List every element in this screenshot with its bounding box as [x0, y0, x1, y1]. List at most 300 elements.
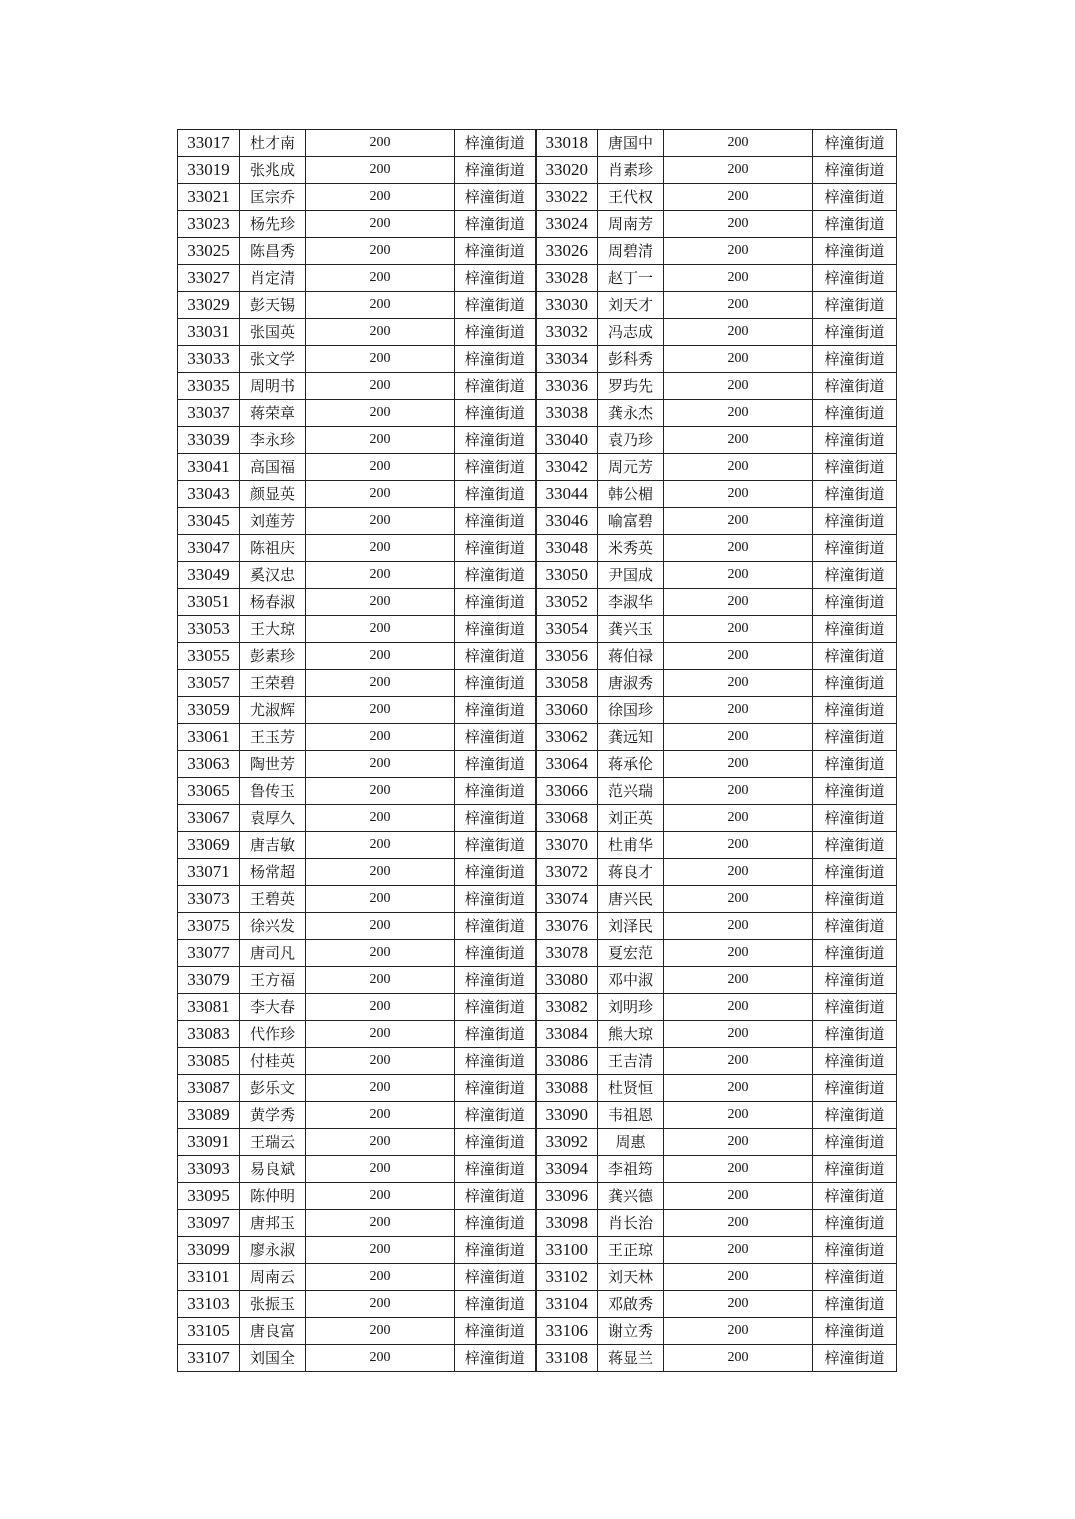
- record-number-cell: 33090: [536, 1102, 598, 1129]
- person-name-cell: 蒋伯禄: [598, 643, 664, 670]
- table-row: [178, 724, 897, 751]
- amount-cell: 200: [306, 589, 455, 616]
- record-number-cell: 33086: [536, 1048, 598, 1075]
- record-number-cell: 33047: [178, 535, 240, 562]
- subdistrict-cell: 梓潼街道: [455, 265, 536, 292]
- table-row: [178, 616, 897, 643]
- amount-cell: 200: [306, 1345, 455, 1372]
- table-row: [178, 373, 897, 400]
- record-number-cell: 33029: [178, 292, 240, 319]
- person-name-cell: 刘明珍: [598, 994, 664, 1021]
- table-row: [178, 859, 897, 886]
- table-row: [178, 130, 897, 157]
- subdistrict-cell: 梓潼街道: [455, 1345, 536, 1372]
- person-name-cell: 王瑞云: [240, 1129, 306, 1156]
- record-number-cell: 33104: [536, 1291, 598, 1318]
- table-row: [178, 238, 897, 265]
- amount-cell: 200: [306, 940, 455, 967]
- person-name-cell: 肖素珍: [598, 157, 664, 184]
- record-number-cell: 33078: [536, 940, 598, 967]
- person-name-cell: 肖定清: [240, 265, 306, 292]
- amount-cell: 200: [664, 1183, 813, 1210]
- subdistrict-cell: 梓潼街道: [813, 184, 897, 211]
- person-name-cell: 周南云: [240, 1264, 306, 1291]
- person-name-cell: 唐邦玉: [240, 1210, 306, 1237]
- subdistrict-cell: 梓潼街道: [455, 1102, 536, 1129]
- subdistrict-cell: 梓潼街道: [455, 1075, 536, 1102]
- table-row: [178, 589, 897, 616]
- record-number-cell: 33058: [536, 670, 598, 697]
- amount-cell: 200: [306, 346, 455, 373]
- record-number-cell: 33097: [178, 1210, 240, 1237]
- amount-cell: 200: [664, 562, 813, 589]
- amount-cell: 200: [664, 697, 813, 724]
- record-number-cell: 33055: [178, 643, 240, 670]
- subdistrict-cell: 梓潼街道: [813, 751, 897, 778]
- record-number-cell: 33071: [178, 859, 240, 886]
- subdistrict-cell: 梓潼街道: [455, 1129, 536, 1156]
- subdistrict-cell: 梓潼街道: [455, 832, 536, 859]
- person-name-cell: 唐国中: [598, 130, 664, 157]
- person-name-cell: 奚汉忠: [240, 562, 306, 589]
- subdistrict-cell: 梓潼街道: [813, 778, 897, 805]
- person-name-cell: 廖永淑: [240, 1237, 306, 1264]
- amount-cell: 200: [664, 481, 813, 508]
- person-name-cell: 张振玉: [240, 1291, 306, 1318]
- amount-cell: 200: [664, 400, 813, 427]
- amount-cell: 200: [306, 1183, 455, 1210]
- record-number-cell: 33084: [536, 1021, 598, 1048]
- amount-cell: 200: [306, 1264, 455, 1291]
- amount-cell: 200: [664, 427, 813, 454]
- record-number-cell: 33041: [178, 454, 240, 481]
- subdistrict-cell: 梓潼街道: [455, 751, 536, 778]
- record-number-cell: 33026: [536, 238, 598, 265]
- amount-cell: 200: [664, 1075, 813, 1102]
- table-row: [178, 454, 897, 481]
- record-number-cell: 33076: [536, 913, 598, 940]
- subdistrict-cell: 梓潼街道: [813, 1156, 897, 1183]
- record-number-cell: 33061: [178, 724, 240, 751]
- subdistrict-cell: 梓潼街道: [813, 1237, 897, 1264]
- record-number-cell: 33018: [536, 130, 598, 157]
- record-number-cell: 33070: [536, 832, 598, 859]
- subdistrict-cell: 梓潼街道: [813, 1129, 897, 1156]
- amount-cell: 200: [664, 1237, 813, 1264]
- record-number-cell: 33017: [178, 130, 240, 157]
- amount-cell: 200: [306, 967, 455, 994]
- record-number-cell: 33048: [536, 535, 598, 562]
- person-name-cell: 周元芳: [598, 454, 664, 481]
- person-name-cell: 蒋荣章: [240, 400, 306, 427]
- person-name-cell: 唐淑秀: [598, 670, 664, 697]
- subdistrict-cell: 梓潼街道: [455, 130, 536, 157]
- person-name-cell: 袁乃珍: [598, 427, 664, 454]
- person-name-cell: 唐吉敏: [240, 832, 306, 859]
- person-name-cell: 王大琼: [240, 616, 306, 643]
- subdistrict-cell: 梓潼街道: [813, 859, 897, 886]
- roster-body: [178, 130, 897, 1372]
- subdistrict-cell: 梓潼街道: [455, 859, 536, 886]
- amount-cell: 200: [664, 1318, 813, 1345]
- subdistrict-cell: 梓潼街道: [455, 1183, 536, 1210]
- person-name-cell: 龚永杰: [598, 400, 664, 427]
- person-name-cell: 徐兴发: [240, 913, 306, 940]
- record-number-cell: 33068: [536, 805, 598, 832]
- record-number-cell: 33033: [178, 346, 240, 373]
- subdistrict-cell: 梓潼街道: [455, 292, 536, 319]
- subdistrict-cell: 梓潼街道: [455, 697, 536, 724]
- amount-cell: 200: [664, 832, 813, 859]
- table-row: [178, 1102, 897, 1129]
- amount-cell: 200: [306, 670, 455, 697]
- table-row: [178, 1264, 897, 1291]
- amount-cell: 200: [664, 373, 813, 400]
- person-name-cell: 尤淑辉: [240, 697, 306, 724]
- person-name-cell: 陈昌秀: [240, 238, 306, 265]
- person-name-cell: 颜显英: [240, 481, 306, 508]
- record-number-cell: 33079: [178, 967, 240, 994]
- table-row: [178, 778, 897, 805]
- table-row: [178, 967, 897, 994]
- amount-cell: 200: [306, 211, 455, 238]
- amount-cell: 200: [306, 1048, 455, 1075]
- table-row: [178, 1129, 897, 1156]
- amount-cell: 200: [306, 778, 455, 805]
- person-name-cell: 鲁传玉: [240, 778, 306, 805]
- subdistrict-cell: 梓潼街道: [813, 292, 897, 319]
- record-number-cell: 33020: [536, 157, 598, 184]
- person-name-cell: 范兴瑞: [598, 778, 664, 805]
- table-row: [178, 1318, 897, 1345]
- person-name-cell: 张文学: [240, 346, 306, 373]
- person-name-cell: 蒋良才: [598, 859, 664, 886]
- person-name-cell: 谢立秀: [598, 1318, 664, 1345]
- record-number-cell: 33046: [536, 508, 598, 535]
- record-number-cell: 33044: [536, 481, 598, 508]
- person-name-cell: 熊大琼: [598, 1021, 664, 1048]
- person-name-cell: 周碧清: [598, 238, 664, 265]
- amount-cell: 200: [306, 319, 455, 346]
- person-name-cell: 刘天林: [598, 1264, 664, 1291]
- table-row: [178, 1021, 897, 1048]
- person-name-cell: 王方福: [240, 967, 306, 994]
- person-name-cell: 王碧英: [240, 886, 306, 913]
- amount-cell: 200: [306, 481, 455, 508]
- amount-cell: 200: [306, 562, 455, 589]
- subdistrict-cell: 梓潼街道: [455, 670, 536, 697]
- record-number-cell: 33063: [178, 751, 240, 778]
- person-name-cell: 刘泽民: [598, 913, 664, 940]
- amount-cell: 200: [664, 184, 813, 211]
- person-name-cell: 李永珍: [240, 427, 306, 454]
- subdistrict-cell: 梓潼街道: [455, 1048, 536, 1075]
- record-number-cell: 33108: [536, 1345, 598, 1372]
- amount-cell: 200: [664, 1291, 813, 1318]
- table-row: [178, 994, 897, 1021]
- person-name-cell: 王吉清: [598, 1048, 664, 1075]
- amount-cell: 200: [306, 643, 455, 670]
- amount-cell: 200: [664, 670, 813, 697]
- amount-cell: 200: [306, 751, 455, 778]
- amount-cell: 200: [664, 265, 813, 292]
- record-number-cell: 33083: [178, 1021, 240, 1048]
- subdistrict-cell: 梓潼街道: [455, 778, 536, 805]
- person-name-cell: 张国英: [240, 319, 306, 346]
- person-name-cell: 蒋承伦: [598, 751, 664, 778]
- person-name-cell: 杜贤恒: [598, 1075, 664, 1102]
- table-row: [178, 184, 897, 211]
- person-name-cell: 王玉芳: [240, 724, 306, 751]
- table-row: [178, 832, 897, 859]
- record-number-cell: 33051: [178, 589, 240, 616]
- subdistrict-cell: 梓潼街道: [813, 832, 897, 859]
- table-row: [178, 481, 897, 508]
- person-name-cell: 李祖筠: [598, 1156, 664, 1183]
- record-number-cell: 33101: [178, 1264, 240, 1291]
- subdistrict-cell: 梓潼街道: [455, 400, 536, 427]
- record-number-cell: 33100: [536, 1237, 598, 1264]
- table-row: [178, 292, 897, 319]
- table-row: [178, 157, 897, 184]
- amount-cell: 200: [306, 994, 455, 1021]
- amount-cell: 200: [664, 778, 813, 805]
- subdistrict-cell: 梓潼街道: [813, 940, 897, 967]
- record-number-cell: 33036: [536, 373, 598, 400]
- table-row: [178, 211, 897, 238]
- record-number-cell: 33031: [178, 319, 240, 346]
- table-row: [178, 805, 897, 832]
- table-row: [178, 1291, 897, 1318]
- record-number-cell: 33095: [178, 1183, 240, 1210]
- subdistrict-cell: 梓潼街道: [813, 508, 897, 535]
- amount-cell: 200: [664, 1048, 813, 1075]
- record-number-cell: 33038: [536, 400, 598, 427]
- person-name-cell: 韩公楣: [598, 481, 664, 508]
- record-number-cell: 33066: [536, 778, 598, 805]
- subdistrict-cell: 梓潼街道: [455, 940, 536, 967]
- subdistrict-cell: 梓潼街道: [813, 1291, 897, 1318]
- record-number-cell: 33091: [178, 1129, 240, 1156]
- table-row: [178, 1183, 897, 1210]
- amount-cell: 200: [664, 1129, 813, 1156]
- person-name-cell: 邓啟秀: [598, 1291, 664, 1318]
- roster-table: [177, 129, 897, 1372]
- person-name-cell: 米秀英: [598, 535, 664, 562]
- table-row: [178, 751, 897, 778]
- record-number-cell: 33025: [178, 238, 240, 265]
- record-number-cell: 33040: [536, 427, 598, 454]
- subdistrict-cell: 梓潼街道: [455, 1318, 536, 1345]
- amount-cell: 200: [306, 157, 455, 184]
- subdistrict-cell: 梓潼街道: [813, 562, 897, 589]
- subdistrict-cell: 梓潼街道: [813, 211, 897, 238]
- subdistrict-cell: 梓潼街道: [455, 805, 536, 832]
- amount-cell: 200: [306, 1075, 455, 1102]
- record-number-cell: 33098: [536, 1210, 598, 1237]
- record-number-cell: 33102: [536, 1264, 598, 1291]
- person-name-cell: 袁厚久: [240, 805, 306, 832]
- table-row: [178, 265, 897, 292]
- table-row: [178, 1237, 897, 1264]
- amount-cell: 200: [664, 616, 813, 643]
- amount-cell: 200: [306, 1102, 455, 1129]
- person-name-cell: 王代权: [598, 184, 664, 211]
- amount-cell: 200: [664, 454, 813, 481]
- amount-cell: 200: [664, 1156, 813, 1183]
- record-number-cell: 33028: [536, 265, 598, 292]
- record-number-cell: 33039: [178, 427, 240, 454]
- amount-cell: 200: [306, 454, 455, 481]
- table-row: [178, 670, 897, 697]
- person-name-cell: 周南芳: [598, 211, 664, 238]
- person-name-cell: 杨先珍: [240, 211, 306, 238]
- subdistrict-cell: 梓潼街道: [455, 319, 536, 346]
- record-number-cell: 33030: [536, 292, 598, 319]
- person-name-cell: 杨常超: [240, 859, 306, 886]
- record-number-cell: 33096: [536, 1183, 598, 1210]
- person-name-cell: 赵丁一: [598, 265, 664, 292]
- person-name-cell: 蒋显兰: [598, 1345, 664, 1372]
- person-name-cell: 王正琼: [598, 1237, 664, 1264]
- subdistrict-cell: 梓潼街道: [455, 427, 536, 454]
- table-row: [178, 643, 897, 670]
- subdistrict-cell: 梓潼街道: [813, 130, 897, 157]
- subdistrict-cell: 梓潼街道: [455, 1210, 536, 1237]
- subdistrict-cell: 梓潼街道: [455, 1156, 536, 1183]
- subdistrict-cell: 梓潼街道: [813, 670, 897, 697]
- subdistrict-cell: 梓潼街道: [455, 157, 536, 184]
- record-number-cell: 33034: [536, 346, 598, 373]
- subdistrict-cell: 梓潼街道: [813, 913, 897, 940]
- person-name-cell: 易良斌: [240, 1156, 306, 1183]
- subdistrict-cell: 梓潼街道: [813, 589, 897, 616]
- record-number-cell: 33081: [178, 994, 240, 1021]
- person-name-cell: 彭科秀: [598, 346, 664, 373]
- amount-cell: 200: [664, 940, 813, 967]
- amount-cell: 200: [306, 859, 455, 886]
- table-row: [178, 562, 897, 589]
- amount-cell: 200: [664, 319, 813, 346]
- subdistrict-cell: 梓潼街道: [455, 211, 536, 238]
- amount-cell: 200: [664, 1264, 813, 1291]
- subdistrict-cell: 梓潼街道: [813, 157, 897, 184]
- person-name-cell: 陈祖庆: [240, 535, 306, 562]
- amount-cell: 200: [306, 616, 455, 643]
- person-name-cell: 龚兴德: [598, 1183, 664, 1210]
- subdistrict-cell: 梓潼街道: [455, 913, 536, 940]
- record-number-cell: 33056: [536, 643, 598, 670]
- record-number-cell: 33023: [178, 211, 240, 238]
- record-number-cell: 33073: [178, 886, 240, 913]
- amount-cell: 200: [306, 913, 455, 940]
- subdistrict-cell: 梓潼街道: [813, 994, 897, 1021]
- amount-cell: 200: [306, 238, 455, 265]
- record-number-cell: 33035: [178, 373, 240, 400]
- record-number-cell: 33092: [536, 1129, 598, 1156]
- subdistrict-cell: 梓潼街道: [455, 1264, 536, 1291]
- amount-cell: 200: [306, 1210, 455, 1237]
- record-number-cell: 33103: [178, 1291, 240, 1318]
- person-name-cell: 杨春淑: [240, 589, 306, 616]
- subdistrict-cell: 梓潼街道: [813, 346, 897, 373]
- record-number-cell: 33052: [536, 589, 598, 616]
- person-name-cell: 杜才南: [240, 130, 306, 157]
- subdistrict-cell: 梓潼街道: [813, 697, 897, 724]
- subdistrict-cell: 梓潼街道: [455, 1021, 536, 1048]
- subdistrict-cell: 梓潼街道: [813, 1264, 897, 1291]
- record-number-cell: 33037: [178, 400, 240, 427]
- subdistrict-cell: 梓潼街道: [813, 616, 897, 643]
- record-number-cell: 33050: [536, 562, 598, 589]
- person-name-cell: 高国福: [240, 454, 306, 481]
- subdistrict-cell: 梓潼街道: [813, 373, 897, 400]
- record-number-cell: 33027: [178, 265, 240, 292]
- subdistrict-cell: 梓潼街道: [813, 319, 897, 346]
- amount-cell: 200: [664, 1021, 813, 1048]
- amount-cell: 200: [306, 724, 455, 751]
- amount-cell: 200: [664, 535, 813, 562]
- person-name-cell: 徐国珍: [598, 697, 664, 724]
- subdistrict-cell: 梓潼街道: [813, 1345, 897, 1372]
- record-number-cell: 33059: [178, 697, 240, 724]
- record-number-cell: 33099: [178, 1237, 240, 1264]
- record-number-cell: 33064: [536, 751, 598, 778]
- subdistrict-cell: 梓潼街道: [455, 589, 536, 616]
- subdistrict-cell: 梓潼街道: [455, 481, 536, 508]
- subdistrict-cell: 梓潼街道: [455, 373, 536, 400]
- person-name-cell: 龚远知: [598, 724, 664, 751]
- subdistrict-cell: 梓潼街道: [455, 238, 536, 265]
- person-name-cell: 刘莲芳: [240, 508, 306, 535]
- subdistrict-cell: 梓潼街道: [813, 1048, 897, 1075]
- person-name-cell: 匡宗乔: [240, 184, 306, 211]
- record-number-cell: 33053: [178, 616, 240, 643]
- amount-cell: 200: [306, 400, 455, 427]
- person-name-cell: 彭天锡: [240, 292, 306, 319]
- record-number-cell: 33069: [178, 832, 240, 859]
- subdistrict-cell: 梓潼街道: [813, 1318, 897, 1345]
- amount-cell: 200: [664, 1102, 813, 1129]
- record-number-cell: 33088: [536, 1075, 598, 1102]
- record-number-cell: 33075: [178, 913, 240, 940]
- amount-cell: 200: [306, 1237, 455, 1264]
- record-number-cell: 33080: [536, 967, 598, 994]
- person-name-cell: 龚兴玉: [598, 616, 664, 643]
- subdistrict-cell: 梓潼街道: [813, 1075, 897, 1102]
- table-row: [178, 1345, 897, 1372]
- subdistrict-cell: 梓潼街道: [455, 724, 536, 751]
- record-number-cell: 33021: [178, 184, 240, 211]
- record-number-cell: 33072: [536, 859, 598, 886]
- subdistrict-cell: 梓潼街道: [813, 1021, 897, 1048]
- person-name-cell: 韦祖恩: [598, 1102, 664, 1129]
- person-name-cell: 陶世芳: [240, 751, 306, 778]
- record-number-cell: 33032: [536, 319, 598, 346]
- table-row: [178, 346, 897, 373]
- amount-cell: 200: [306, 1156, 455, 1183]
- amount-cell: 200: [664, 859, 813, 886]
- person-name-cell: 唐良富: [240, 1318, 306, 1345]
- subdistrict-cell: 梓潼街道: [813, 400, 897, 427]
- table-row: [178, 508, 897, 535]
- table-row: [178, 1075, 897, 1102]
- person-name-cell: 付桂英: [240, 1048, 306, 1075]
- amount-cell: 200: [306, 1318, 455, 1345]
- person-name-cell: 彭素珍: [240, 643, 306, 670]
- subdistrict-cell: 梓潼街道: [813, 967, 897, 994]
- amount-cell: 200: [306, 1021, 455, 1048]
